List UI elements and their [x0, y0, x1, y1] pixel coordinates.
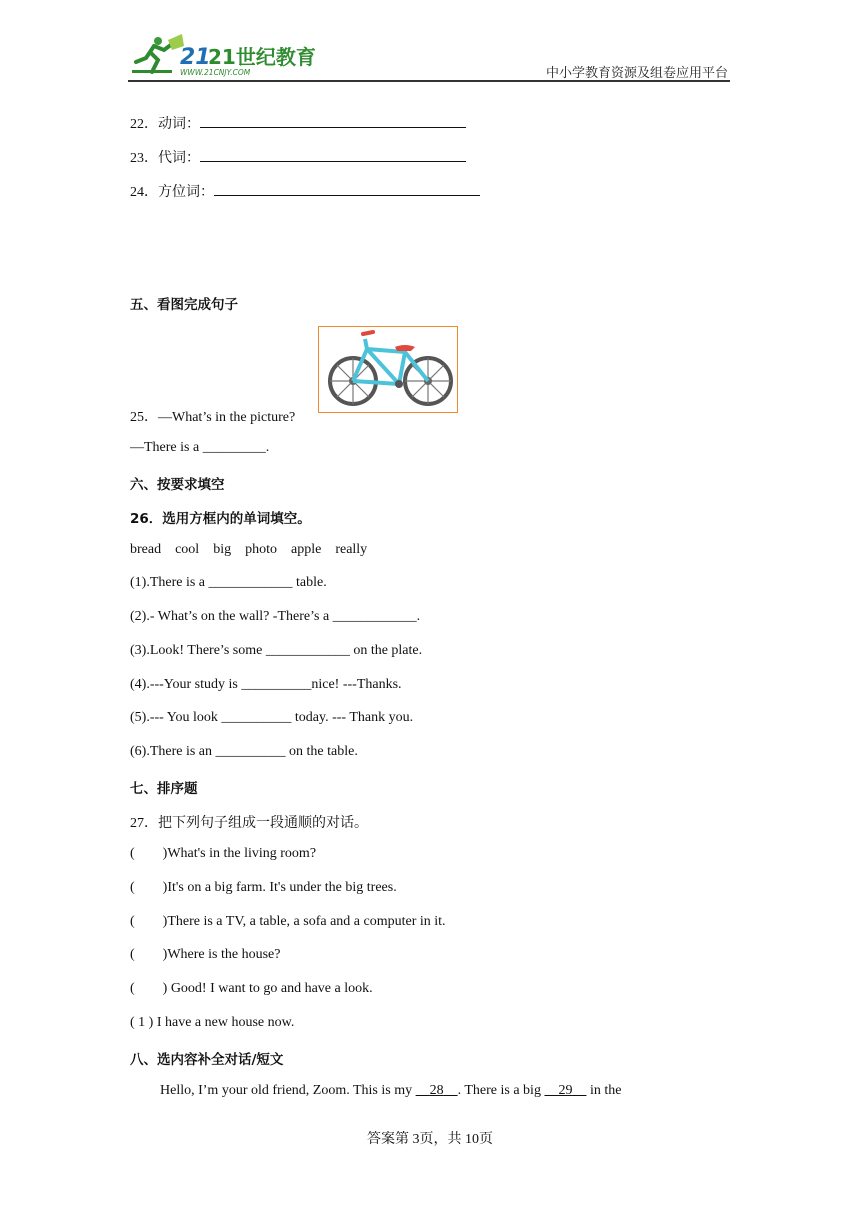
section7-heading: 七、排序题 [130, 781, 198, 797]
q27-item: ( )It's on a big farm. It's under the big trees. [130, 880, 397, 895]
q27-item: ( )There is a TV, a table, a sofa and a computer in it. [130, 914, 446, 929]
word-bank-item: really [335, 542, 368, 557]
svg-text:WWW.21CNJY.COM: WWW.21CNJY.COM [180, 68, 251, 77]
word-bank [130, 542, 381, 558]
q22-line [130, 113, 466, 133]
word-bank-item: bread [130, 542, 162, 557]
q22-blank[interactable] [200, 113, 466, 128]
q26-item: (5).--- You look __________ today. --- Thank you. [130, 710, 414, 725]
site-logo [128, 32, 316, 78]
svg-text:21: 21 [180, 45, 211, 70]
passage-line [160, 1083, 621, 1099]
passage-text: Hello, I’m your old friend, Zoom. This is my [160, 1083, 416, 1098]
q27-item: ( 1 ) I have a new house now. [130, 1015, 295, 1030]
q26-item: (6).There is an __________ on the table. [130, 744, 358, 759]
page-footer: 答案第 3页，共 10页 [367, 1132, 493, 1147]
q24-blank[interactable] [214, 181, 480, 196]
q27-item: ( )Where is the house? [130, 947, 281, 962]
q25-question: 25．—What’s in the picture? [130, 410, 296, 425]
word-bank-item: photo [245, 542, 277, 557]
svg-text:21世纪教育: 21世纪教育 [208, 45, 316, 69]
q26-item: (1).There is a ____________ table. [130, 575, 327, 590]
blank-29[interactable]: 29 [558, 1083, 573, 1098]
q23-blank[interactable] [200, 147, 466, 162]
section6-heading: 六、按要求填空 [130, 477, 225, 493]
header-platform-text: 中小学教育资源及组卷应用平台 [545, 65, 728, 80]
word-bank-item: apple [290, 542, 322, 557]
word-bank-item: big [213, 542, 232, 557]
q26-title: 26．选用方框内的单词填空。 [130, 511, 311, 527]
runner-icon [136, 34, 184, 72]
passage-text: in the [586, 1083, 622, 1098]
q25-blank[interactable]: _________ [202, 440, 266, 455]
header-divider [128, 80, 730, 82]
q23-label: 23．代词： [130, 151, 200, 166]
q25-answer-prefix: —There is a [130, 440, 203, 455]
q27-title: 27．把下列句子组成一段通顺的对话。 [130, 816, 368, 831]
section5-heading: 五、看图完成句子 [130, 297, 238, 313]
q24-line [130, 181, 480, 201]
q25-period: . [265, 440, 270, 455]
section8-heading: 八、选内容补全对话/短文 [130, 1052, 284, 1068]
word-bank-item: cool [175, 542, 200, 557]
q27-item: ( )What's in the living room? [130, 846, 317, 861]
blank-28[interactable]: 28 [429, 1083, 444, 1098]
q23-line [130, 147, 466, 167]
q26-item: (4).---Your study is __________nice! ---Thanks. [130, 677, 402, 692]
q25-answer-line [130, 440, 269, 456]
q22-label: 22．动词： [130, 117, 200, 132]
passage-text: . There is a big [457, 1083, 545, 1098]
q24-label: 24．方位词： [130, 185, 214, 200]
q26-item: (3).Look! There’s some ____________ on the plate. [130, 643, 423, 658]
q26-item: (2).- What’s on the wall? -There’s a ____________. [130, 609, 421, 624]
bicycle-icon [319, 327, 456, 411]
bicycle-picture [318, 326, 458, 413]
q27-item: ( ) Good! I want to go and have a look. [130, 981, 373, 996]
